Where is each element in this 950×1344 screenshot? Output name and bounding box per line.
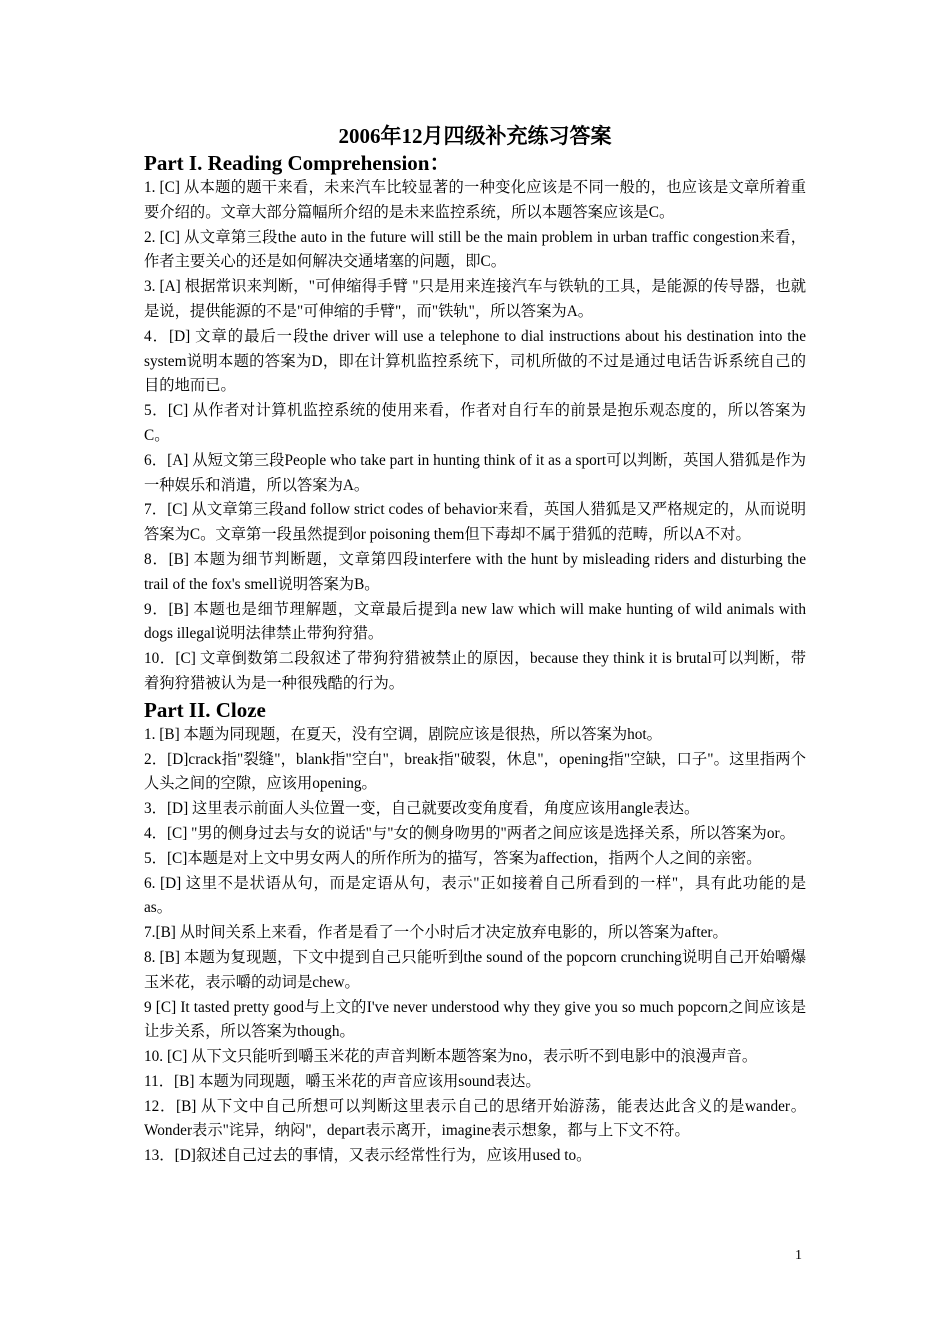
answer-item: 2．[D]crack指"裂缝"，blank指"空白"，break指"破裂，休息"，opening指"空缺，口子"。这里指两个人头之间的空隙，应该用opening。 xyxy=(144,750,806,793)
document-page xyxy=(144,122,806,1169)
answer-item: 4．[D] 文章的最后一段the driver will use a telephone to dial instructions about his destination into the system说明本题的答案为D，即在计算机监控系统下，司机所做的不过是通过电话告诉系统自己的目的地而已。 xyxy=(144,327,806,395)
answer-item: 9．[B] 本题也是细节理解题，文章最后提到a new law which will make hunting of wild animals with dogs illegal说明法律禁止带狗狩猎。 xyxy=(144,600,806,643)
answer-item: 5．[C] 从作者对计算机监控系统的使用来看，作者对自行车的前景是抱乐观态度的，所以答案为C。 xyxy=(144,402,806,444)
answer-item: 5．[C]本题是对上文中男女两人的所作所为的描写，答案为affection，指两个人之间的亲密。 xyxy=(144,849,762,867)
answer-item: 7.[B] 从时间关系上来看，作者是看了一个小时后才决定放弃电影的，所以答案为after。 xyxy=(144,924,728,942)
answer-item: 9 [C] It tasted pretty good与上文的I've never understood why they give you so much popcorn之间应该是让步关系，所以答案为though。 xyxy=(144,998,806,1041)
answer-item: 10. [C] 从下文只能听到嚼玉米花的声音判断本题答案为no，表示听不到电影中的浪漫声音。 xyxy=(144,1048,758,1066)
answer-item: 1. [C] 从本题的题干来看，未来汽车比较显著的一种变化应该是不同一般的，也应该是文章所着重要介绍的。文章大部分篇幅所介绍的是未来监控系统，所以本题答案应该是C。 xyxy=(144,179,806,221)
section-reading-comprehension xyxy=(144,150,806,697)
answer-item: 12．[B] 从下文中自己所想可以判断这里表示自己的思绪开始游荡，能表达此含义的是wander。Wonder表示"诧异，纳闷"，depart表示离开，imagine表示想象，都与上下文不符。 xyxy=(144,1097,806,1140)
answer-item: 11．[B] 本题为同现题，嚼玉米花的声音应该用sound表达。 xyxy=(144,1072,541,1090)
answer-item: 8．[B] 本题为细节判断题，文章第四段interfere with the hunt by misleading riders and disturbing the trail of the fox's smell说明答案为B。 xyxy=(144,550,806,593)
answer-item: 6．[A] 从短文第三段People who take part in hunting think of it as a sport可以判断，英国人猎狐是作为一种娱乐和消遣，所以答案为A。 xyxy=(144,451,806,494)
answer-item: 2. [C] 从文章第三段the auto in the future will still be the main problem in urban traffic congestion来看，作者主要关心的还是如何解决交通堵塞的问题，即C。 xyxy=(144,228,806,271)
answer-item: 3．[D] 这里表示前面人头位置一变，自己就要改变角度看，角度应该用angle表达。 xyxy=(144,800,700,818)
answer-item: 8. [B] 本题为复现题，下文中提到自己只能听到the sound of the popcorn crunching说明自己开始嚼爆玉米花，表示嚼的动词是chew。 xyxy=(144,948,806,991)
answer-item: 3. [A] 根据常识来判断，"可伸缩得手臂 "只是用来连接汽车与铁轨的工具，是能源的传导器，也就是说，提供能源的不是"可伸缩的手臂"，而"铁轨"，所以答案为A。 xyxy=(144,278,806,320)
document-title: 2006年12月四级补充练习答案 xyxy=(338,124,612,148)
section-heading: Part II. Cloze xyxy=(144,697,266,722)
answer-item: 4．[C] "男的侧身过去与女的说话"与"女的侧身吻男的"两者之间应该是选择关系，所以答案为or。 xyxy=(144,824,795,842)
answer-item: 6. [D] 这里不是状语从句，而是定语从句，表示"正如接着自己所看到的一样"，具有此功能的是as。 xyxy=(144,874,806,917)
section-cloze xyxy=(144,697,806,1169)
answer-item: 10．[C] 文章倒数第二段叙述了带狗狩猎被禁止的原因，because they think it is brutal可以判断，带着狗狩猎被认为是一种很残酷的行为。 xyxy=(144,650,806,692)
page-number: 1 xyxy=(795,1248,802,1263)
answer-item: 13．[D]叙述自己过去的事情，又表示经常性行为，应该用used to。 xyxy=(144,1147,592,1165)
answer-item: 1. [B] 本题为同现题，在夏天，没有空调，剧院应该是很热，所以答案为hot。 xyxy=(144,725,662,743)
section-heading: Part I. Reading Comprehension： xyxy=(144,151,451,175)
answer-item: 7．[C] 从文章第三段and follow strict codes of behavior来看，英国人猎狐是又严格规定的，从而说明答案为C。文章第一段虽然提到or poisoning them但下毒却不属于猎狐的范畴，所以A不对。 xyxy=(144,501,806,544)
